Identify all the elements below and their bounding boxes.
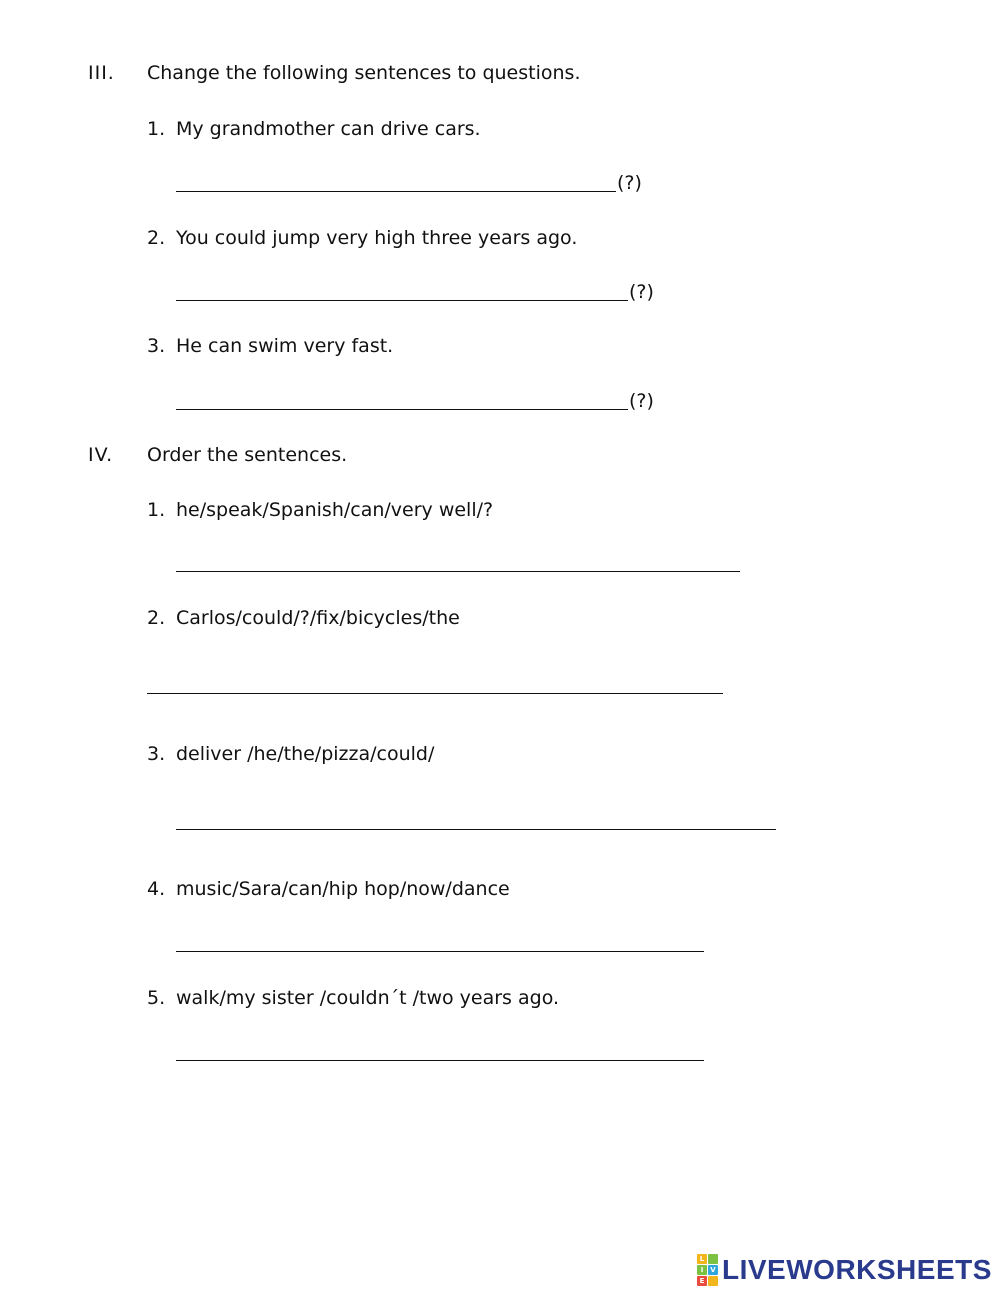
question-text: music/Sara/can/hip hop/now/dance [176,878,510,900]
section-4-heading: Order the sentences. [147,444,348,466]
question-text: My grandmother can drive cars. [176,118,481,140]
question-number: 2. [147,227,166,249]
answer-line[interactable] [147,693,723,694]
logo-block: L [697,1254,707,1264]
logo-block: V [708,1265,718,1275]
logo-block: I [697,1265,707,1275]
liveworksheets-logo [697,1253,992,1287]
question-number: 2. [147,607,166,629]
answer-line[interactable] [176,300,628,301]
question-number: 3. [147,743,166,765]
answer-line[interactable] [176,571,740,572]
question-number: 5. [147,987,166,1009]
logo-text: LIVEWORKSHEETS [722,1254,992,1285]
question-mark-hint: (?) [629,281,654,303]
answer-line[interactable] [176,951,704,952]
question-text: walk/my sister /couldn´t /two years ago. [176,987,560,1009]
logo-block [708,1254,718,1264]
answer-line[interactable] [176,409,628,410]
question-text: Carlos/could/?/fix/bicycles/the [176,607,460,629]
section-3-number: III. [88,62,115,84]
question-number: 3. [147,335,166,357]
answer-line[interactable] [176,191,616,192]
question-number: 1. [147,499,166,521]
question-text: He can swim very fast. [176,335,394,357]
question-mark-hint: (?) [617,172,642,194]
question-number: 4. [147,878,166,900]
logo-block: E [697,1276,707,1286]
section-4-number: IV. [88,444,114,466]
question-mark-hint: (?) [629,390,654,412]
question-text: deliver /he/the/pizza/could/ [176,743,435,765]
answer-line[interactable] [176,1060,704,1061]
logo-block [708,1276,718,1286]
question-text: he/speak/Spanish/can/very well/? [176,499,494,521]
section-3-heading: Change the following sentences to questions. [147,62,581,84]
question-text: You could jump very high three years ago. [176,227,578,249]
question-number: 1. [147,118,166,140]
answer-line[interactable] [176,829,776,830]
logo-blocks-icon [697,1254,718,1286]
